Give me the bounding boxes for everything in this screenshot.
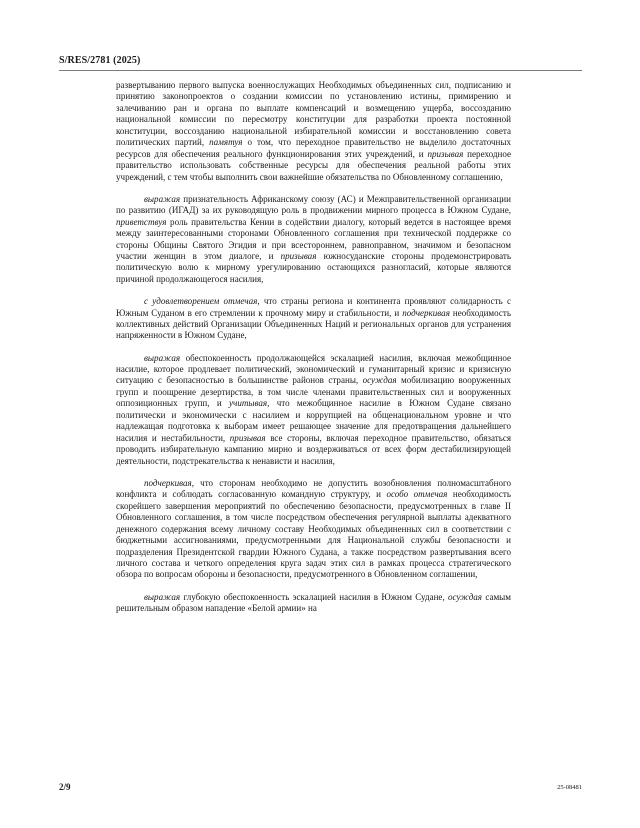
operative-phrase: подчеркивая (402, 307, 450, 318)
page-number: 2/9 (59, 782, 71, 792)
header-rule (59, 70, 582, 71)
paragraph-text: глубокую обеспокоенность эскалацией насилия в Южном Судане, (180, 591, 449, 602)
paragraph-text: развертыванию первого выпуска военнослужащих Необходимых объединенных сил, подписанию и принятию законопроектов о создании комиссии по установлению истины, примирению и залечиванию ран и органа по выплате компенсаций и возмещению ущерба, воссозданию национальной комиссии по пересмотру конституции для разработки проекта постоянной конституции, воссозданию национальной избирательной комиссии и восстановлению совета политических партий, (116, 80, 511, 148)
operative-phrase: особо отмечая (386, 489, 448, 500)
operative-phrase: призывая (427, 148, 464, 159)
document-symbol: S/RES/2781 (2025) (59, 55, 141, 66)
operative-phrase: выражая (144, 591, 181, 602)
paragraph-text: самым решительным образом нападение «Белой армии» на (116, 591, 511, 614)
operative-phrase: призывая (229, 432, 266, 443)
paragraph-text: , что страны региона и континента проявляют солидарность с Южным Суданом в его стремлении к прочному миру и стабильности, и (116, 296, 512, 318)
paragraph-text: переходное правительство использовать собственные ресурсы для обеспечения реальной работы этих учреждений, с тем чтобы выполнить свои важнейшие обязательства по Обновленному соглашению, (116, 148, 511, 182)
preamble-paragraph (116, 80, 511, 183)
operative-phrase: учитывая (229, 398, 268, 409)
operative-phrase: осуждая (448, 591, 483, 602)
operative-phrase: выражая (144, 352, 181, 363)
preamble-paragraph (116, 296, 511, 342)
paragraph-text: о том, что переходное правительство не выделило достаточных ресурсов для обеспечения реального функционирования этих учреждений, и (116, 137, 511, 159)
operative-phrase: приветствуя (116, 216, 167, 227)
preamble-paragraph (116, 592, 511, 615)
preamble-paragraph (116, 194, 511, 286)
paragraph-text: южносуданские стороны продемонстрировать политическую волю к мирному урегулированию остающихся разногласий, которые являются причиной продолжающегося насилия, (116, 251, 511, 284)
resolution-body (116, 80, 511, 625)
paragraph-text: необходимость скорейшего завершения мероприятий по обеспечению безопасности, предусмотренных в главе II Обновленного соглашения, в том числе посредством обеспечения регулярной выплаты адекватного денежного содержания всему личному составу Необходимых объединенных сил в соответствии с бюджетными ассигнованиями, предусмотренными для Национальной службы безопасности и подразделения Президентской гвардии Южного Судана, а также посредством развертывания всего личного состава и четкого определения круга задач этих сил в рамках процесса стратегического обзора по вопросам обороны и безопасности, предусмотренного в Обновленном соглашении, (116, 489, 511, 580)
operative-phrase: выражая (144, 193, 181, 204)
operative-phrase: подчеркивая (144, 477, 192, 488)
paragraph-text: роль правительства Кении в содействии диалогу, который ведется в настоящее время между заинтересованными сторонами Обновленного соглашения при технической поддержке со стороны Общины Святого Эгидия и при всестороннем, равноправном, значимом и безопасном участии женщин в этом диалоге, и (116, 216, 511, 262)
paragraph-text: все стороны, включая переходное правительство, обязаться проводить избирательную кампанию мирно и воздерживаться от всех форм дестабилизирующей деятельности, подстрекательства к ненависти и насилия, (116, 432, 511, 466)
paragraph-text: , что сторонам необходимо не допустить возобновления полномасштабного конфликта и соблюдать согласованную командную структуру, и (116, 477, 511, 500)
document-code: 25-08481 (557, 784, 582, 791)
preamble-paragraph (116, 478, 511, 581)
preamble-paragraph (116, 353, 511, 468)
paragraph-text: признательность Африканскому союзу (АС) и Межправительственной организации по развитию (ИГАД) за их руководящую роль в продвижении мирного процесса в Южном Судане, (116, 193, 511, 216)
operative-phrase: осуждая (362, 375, 397, 386)
paragraph-text: , что межобщинное насилие в Южном Судане связано политически и экономически с насилием и коррупцией на общенациональном уровне и что надлежащая подготовка к выборам имеет решающее значение для предотвращения дальнейшего насилия и нестабильности, (116, 398, 511, 443)
operative-phrase: с удовлетворением отмечая (144, 296, 258, 307)
paragraph-text: обеспокоенность продолжающейся эскалацией насилия, включая межобщинное насилие, которое продлевает политический, экономический и гуманитарный кризис и кризисную ситуацию с безопасностью в большинстве районов страны, (116, 352, 511, 386)
operative-phrase: призывая (280, 251, 317, 262)
operative-phrase: памятуя (209, 137, 243, 148)
paragraph-text: необходимость коллективных действий Организации Объединенных Наций и региональных органов для устранения напряженности в Южном Судане, (116, 307, 511, 341)
paragraph-text: мобилизацию вооруженных групп и поощрение дезертирства, в том числе членами правительственных сил и вооруженных оппозиционных групп, и (116, 375, 511, 409)
